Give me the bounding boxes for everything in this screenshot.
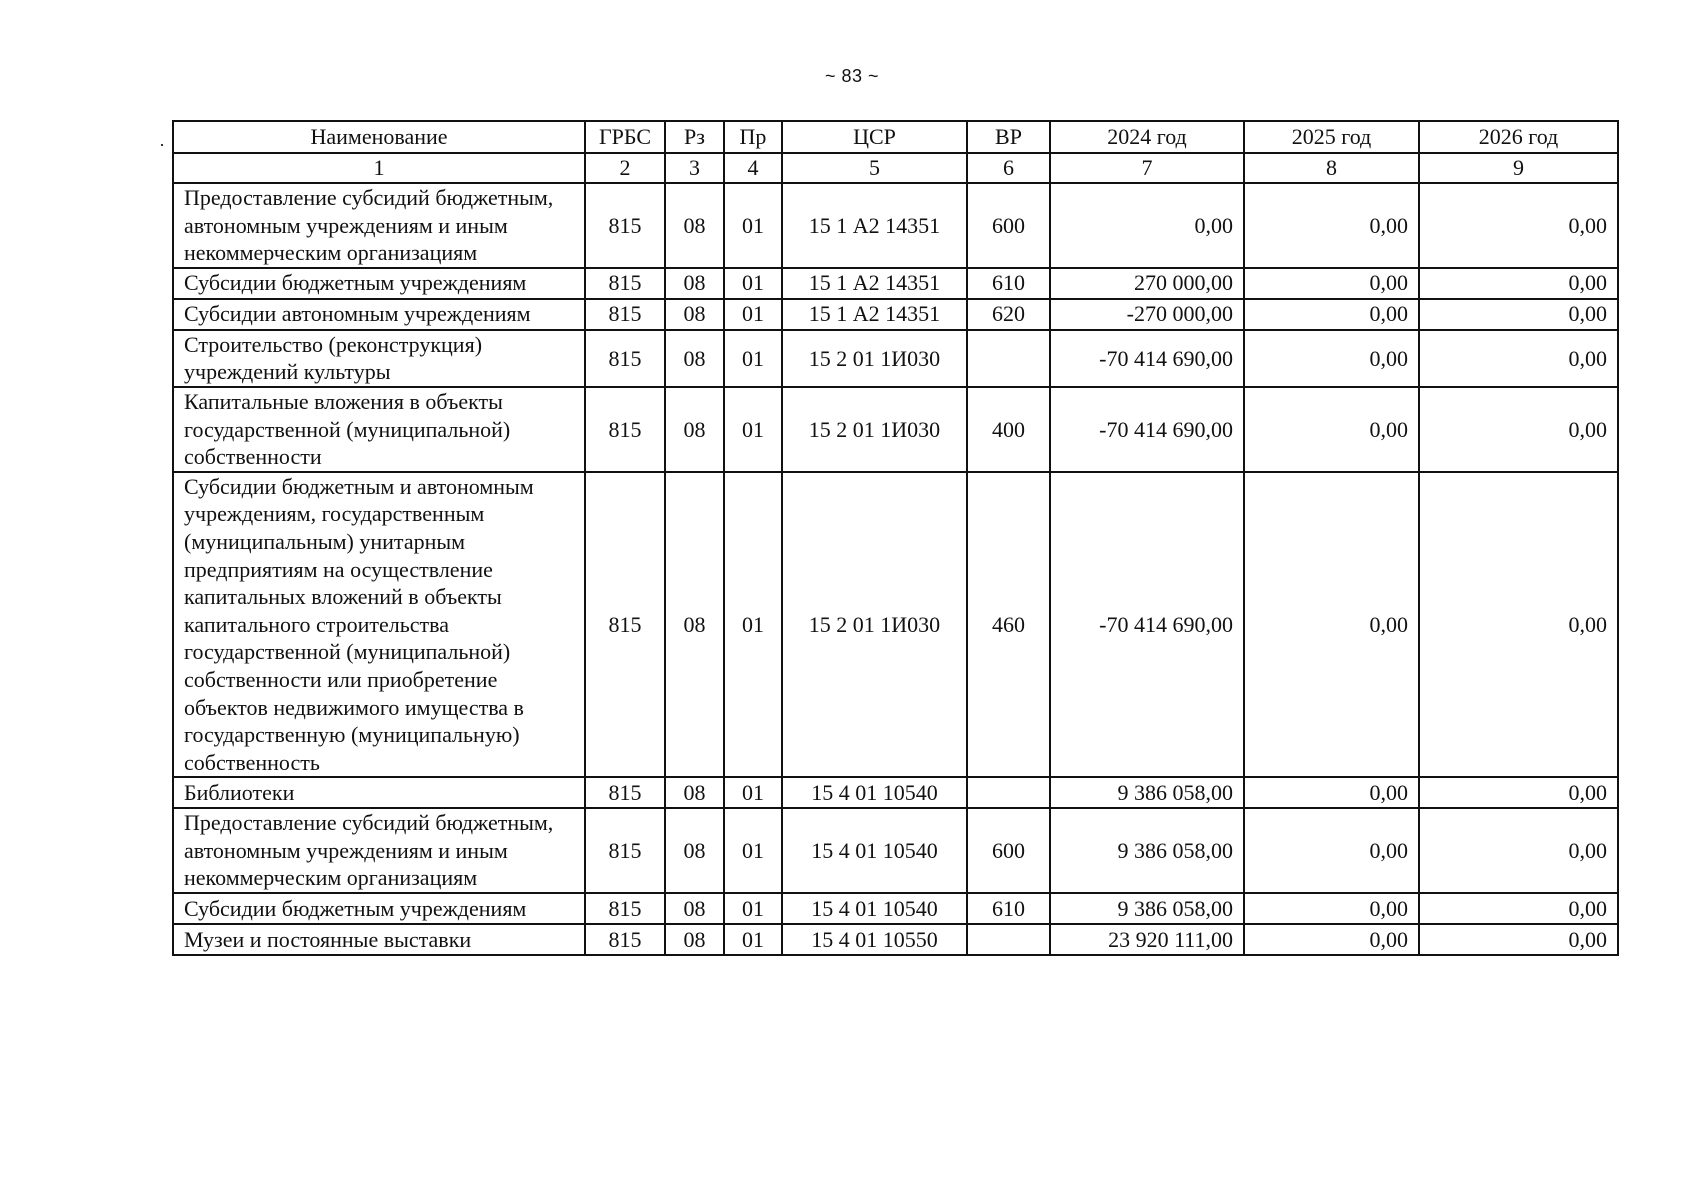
cell-rz: 08: [665, 777, 724, 808]
cell-csr: 15 1 А2 14351: [782, 268, 967, 299]
cell-rz: 08: [665, 893, 724, 924]
table-row: [173, 893, 1618, 924]
cell-pr: 01: [724, 893, 782, 924]
table-row: [173, 183, 1618, 268]
cell-2026: 0,00: [1419, 808, 1618, 893]
cell-pr: 01: [724, 183, 782, 268]
cell-2025: 0,00: [1244, 472, 1419, 778]
cell-2025: 0,00: [1244, 808, 1419, 893]
table-row: [173, 808, 1618, 893]
cell-pr: 01: [724, 777, 782, 808]
cell-grbs: 815: [585, 472, 665, 778]
cell-2024: 0,00: [1050, 183, 1244, 268]
cell-rz: 08: [665, 808, 724, 893]
cell-grbs: 815: [585, 893, 665, 924]
cell-csr: 15 4 01 10540: [782, 893, 967, 924]
table-row: [173, 472, 1618, 778]
column-number: 1: [173, 153, 585, 183]
cell-vr: [967, 924, 1050, 955]
cell-2025: 0,00: [1244, 387, 1419, 472]
cell-name: Предоставление субсидий бюджетным, автономным учреждениям и иным некоммерческим организациям: [173, 808, 585, 893]
budget-table: [172, 120, 1619, 956]
cell-name: Субсидии автономным учреждениям: [173, 299, 585, 330]
cell-vr: [967, 777, 1050, 808]
table-row: [173, 268, 1618, 299]
column-number: 3: [665, 153, 724, 183]
header-pr: Пр: [724, 121, 782, 153]
page-number: ~ 83 ~: [824, 66, 880, 86]
cell-2025: 0,00: [1244, 268, 1419, 299]
header-2025: 2025 год: [1244, 121, 1419, 153]
cell-2026: 0,00: [1419, 299, 1618, 330]
scan-dot: [161, 144, 163, 146]
column-number-row: [173, 153, 1618, 183]
table-row: [173, 924, 1618, 955]
cell-pr: 01: [724, 472, 782, 778]
cell-rz: 08: [665, 268, 724, 299]
column-number: 7: [1050, 153, 1244, 183]
table-row: [173, 299, 1618, 330]
cell-csr: 15 2 01 1И030: [782, 330, 967, 387]
table-header: [173, 121, 1618, 183]
cell-2024: 9 386 058,00: [1050, 777, 1244, 808]
cell-2026: 0,00: [1419, 777, 1618, 808]
cell-vr: 610: [967, 893, 1050, 924]
column-number: 9: [1419, 153, 1618, 183]
cell-rz: 08: [665, 472, 724, 778]
header-2026: 2026 год: [1419, 121, 1618, 153]
cell-name: Предоставление субсидий бюджетным, автономным учреждениям и иным некоммерческим организациям: [173, 183, 585, 268]
cell-grbs: 815: [585, 299, 665, 330]
cell-2024: 9 386 058,00: [1050, 893, 1244, 924]
cell-csr: 15 4 01 10540: [782, 777, 967, 808]
header-name: Наименование: [173, 121, 585, 153]
cell-name: Библиотеки: [173, 777, 585, 808]
cell-2025: 0,00: [1244, 777, 1419, 808]
cell-2025: 0,00: [1244, 299, 1419, 330]
cell-grbs: 815: [585, 808, 665, 893]
cell-rz: 08: [665, 299, 724, 330]
cell-pr: 01: [724, 299, 782, 330]
cell-vr: 600: [967, 808, 1050, 893]
cell-grbs: 815: [585, 777, 665, 808]
cell-2024: -70 414 690,00: [1050, 472, 1244, 778]
cell-2024: -270 000,00: [1050, 299, 1244, 330]
table-row: [173, 387, 1618, 472]
column-number: 4: [724, 153, 782, 183]
cell-2026: 0,00: [1419, 183, 1618, 268]
cell-pr: 01: [724, 387, 782, 472]
cell-csr: 15 4 01 10550: [782, 924, 967, 955]
cell-2024: 23 920 111,00: [1050, 924, 1244, 955]
cell-pr: 01: [724, 268, 782, 299]
header-vr: ВР: [967, 121, 1050, 153]
header-row: [173, 121, 1618, 153]
cell-grbs: 815: [585, 924, 665, 955]
cell-grbs: 815: [585, 387, 665, 472]
cell-grbs: 815: [585, 268, 665, 299]
cell-vr: 620: [967, 299, 1050, 330]
cell-pr: 01: [724, 330, 782, 387]
column-number: 5: [782, 153, 967, 183]
cell-csr: 15 2 01 1И030: [782, 472, 967, 778]
table-row: [173, 330, 1618, 387]
cell-vr: 460: [967, 472, 1050, 778]
header-csr: ЦСР: [782, 121, 967, 153]
cell-name: Музеи и постоянные выставки: [173, 924, 585, 955]
cell-grbs: 815: [585, 330, 665, 387]
table-row: [173, 777, 1618, 808]
header-rz: Рз: [665, 121, 724, 153]
cell-vr: [967, 330, 1050, 387]
header-grbs: ГРБС: [585, 121, 665, 153]
cell-vr: 400: [967, 387, 1050, 472]
cell-2026: 0,00: [1419, 893, 1618, 924]
table-body: [173, 183, 1618, 955]
cell-name: Субсидии бюджетным и автономным учреждениям, государственным (муниципальным) унитарным предприятиям на осуществление капитальных вложений в объекты капитального строительства государственной (муниципальной) собственности или приобретение объектов недвижимого имущества в государственную (муниципальную) собственность: [173, 472, 585, 778]
cell-csr: 15 4 01 10540: [782, 808, 967, 893]
cell-rz: 08: [665, 183, 724, 268]
cell-2025: 0,00: [1244, 924, 1419, 955]
cell-2024: -70 414 690,00: [1050, 330, 1244, 387]
cell-pr: 01: [724, 808, 782, 893]
cell-2024: -70 414 690,00: [1050, 387, 1244, 472]
cell-name: Капитальные вложения в объекты государственной (муниципальной) собственности: [173, 387, 585, 472]
cell-name: Строительство (реконструкция) учреждений культуры: [173, 330, 585, 387]
cell-2026: 0,00: [1419, 924, 1618, 955]
header-2024: 2024 год: [1050, 121, 1244, 153]
cell-rz: 08: [665, 387, 724, 472]
cell-vr: 610: [967, 268, 1050, 299]
column-number: 8: [1244, 153, 1419, 183]
column-number: 2: [585, 153, 665, 183]
cell-grbs: 815: [585, 183, 665, 268]
column-number: 6: [967, 153, 1050, 183]
cell-2025: 0,00: [1244, 330, 1419, 387]
cell-pr: 01: [724, 924, 782, 955]
cell-csr: 15 1 А2 14351: [782, 299, 967, 330]
cell-name: Субсидии бюджетным учреждениям: [173, 268, 585, 299]
cell-2024: 270 000,00: [1050, 268, 1244, 299]
cell-vr: 600: [967, 183, 1050, 268]
cell-rz: 08: [665, 330, 724, 387]
cell-csr: 15 2 01 1И030: [782, 387, 967, 472]
cell-rz: 08: [665, 924, 724, 955]
cell-2024: 9 386 058,00: [1050, 808, 1244, 893]
cell-2026: 0,00: [1419, 330, 1618, 387]
cell-csr: 15 1 А2 14351: [782, 183, 967, 268]
cell-2025: 0,00: [1244, 893, 1419, 924]
cell-2026: 0,00: [1419, 268, 1618, 299]
cell-name: Субсидии бюджетным учреждениям: [173, 893, 585, 924]
cell-2025: 0,00: [1244, 183, 1419, 268]
cell-2026: 0,00: [1419, 472, 1618, 778]
cell-2026: 0,00: [1419, 387, 1618, 472]
